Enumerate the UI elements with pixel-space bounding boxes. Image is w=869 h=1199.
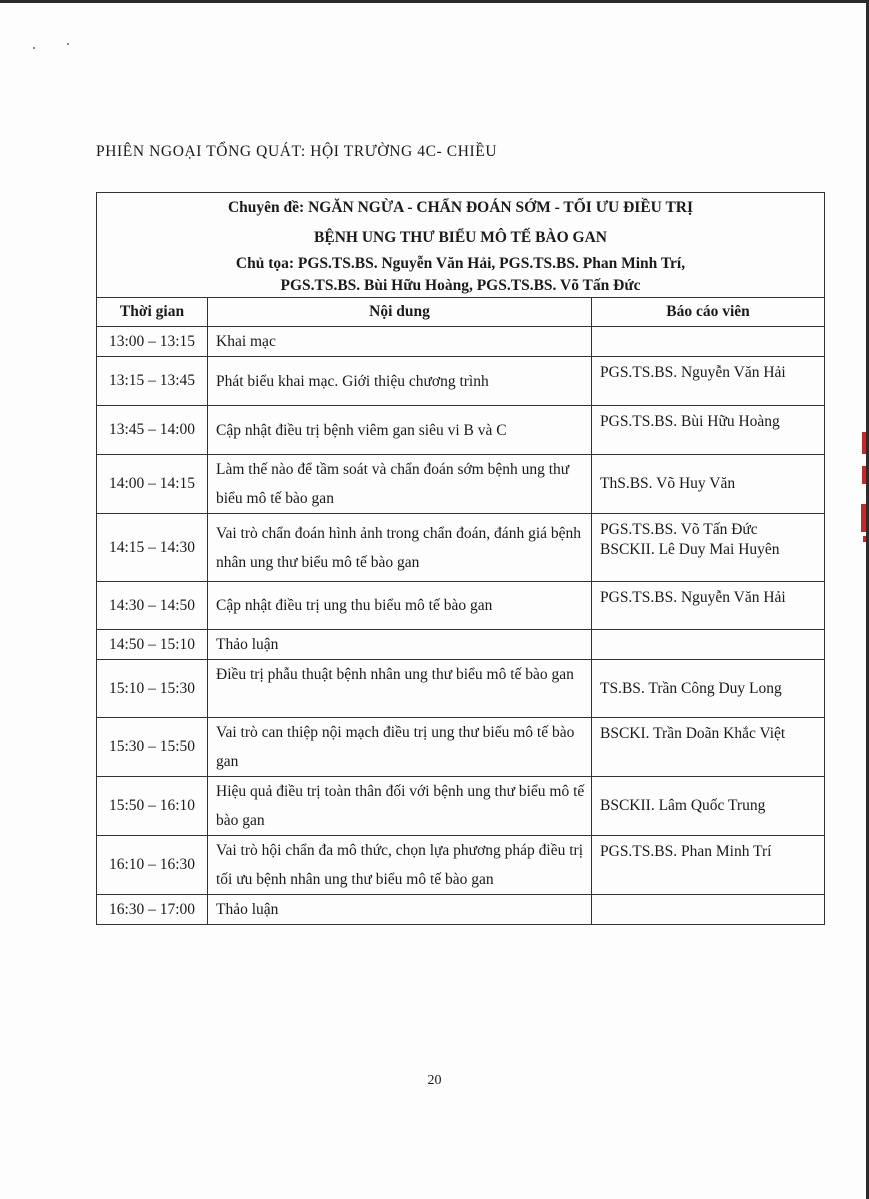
row-content: Thảo luận xyxy=(208,630,592,660)
row-time: 14:50 – 15:10 xyxy=(97,630,208,660)
row-content: Vai trò can thiệp nội mạch điều trị ung thư biểu mô tế bào gan xyxy=(208,718,592,777)
row-speaker: BSCKI. Trần Doãn Khắc Việt xyxy=(592,718,825,777)
row-speaker: PGS.TS.BS. Nguyễn Văn Hải xyxy=(592,357,825,406)
row-time: 16:30 – 17:00 xyxy=(97,895,208,925)
row-content: Điều trị phẫu thuật bệnh nhân ung thư biểu mô tế bào gan xyxy=(208,660,592,718)
scan-top-edge xyxy=(0,0,869,3)
table-row xyxy=(97,895,825,925)
row-content: Hiệu quả điều trị toàn thân đối với bệnh ung thư biểu mô tế bào gan xyxy=(208,777,592,836)
row-content: Thảo luận xyxy=(208,895,592,925)
page-number: 20 xyxy=(427,1073,442,1088)
row-time: 16:10 – 16:30 xyxy=(97,836,208,895)
row-speaker: TS.BS. Trần Công Duy Long xyxy=(592,660,825,718)
row-content: Vai trò chẩn đoán hình ảnh trong chẩn đoán, đánh giá bệnh nhân ung thư biểu mô tế bào gan xyxy=(208,514,592,582)
row-time: 15:50 – 16:10 xyxy=(97,777,208,836)
row-speaker: PGS.TS.BS. Nguyễn Văn Hải xyxy=(592,582,825,630)
table-row xyxy=(97,836,825,895)
table-row xyxy=(97,582,825,630)
chairs-line2: PGS.TS.BS. Bùi Hữu Hoàng, PGS.TS.BS. Võ Tấn Đức xyxy=(280,277,641,294)
table-row xyxy=(97,718,825,777)
row-speaker: PGS.TS.BS. Phan Minh Trí xyxy=(592,836,825,895)
table-row xyxy=(97,406,825,455)
table-row xyxy=(97,660,825,718)
row-time: 15:30 – 15:50 xyxy=(97,718,208,777)
row-time: 13:45 – 14:00 xyxy=(97,406,208,455)
row-speaker: PGS.TS.BS. Bùi Hữu Hoàng xyxy=(592,406,825,455)
header-row xyxy=(97,298,825,327)
row-time: 14:30 – 14:50 xyxy=(97,582,208,630)
row-content: Cập nhật điều trị bệnh viêm gan siêu vi B và C xyxy=(208,406,592,455)
row-speaker-multi xyxy=(592,514,825,582)
table-row xyxy=(97,777,825,836)
row-content: Khai mạc xyxy=(208,327,592,357)
row-time: 14:00 – 14:15 xyxy=(97,455,208,514)
header-time: Thời gian xyxy=(97,298,208,327)
chairs-line1: Chủ tọa: PGS.TS.BS. Nguyễn Văn Hải, PGS.TS.BS. Phan Minh Trí, xyxy=(235,255,686,272)
header-speaker: Báo cáo viên xyxy=(592,298,825,327)
row-speaker xyxy=(592,630,825,660)
speaker-line: PGS.TS.BS. Võ Tấn Đức xyxy=(600,521,758,538)
table-row xyxy=(97,327,825,357)
row-time: 13:15 – 13:45 xyxy=(97,357,208,406)
topic-row xyxy=(97,193,825,298)
speaker-line: BSCKII. Lê Duy Mai Huyên xyxy=(600,541,780,558)
topic-cell xyxy=(97,193,825,298)
row-time: 15:10 – 15:30 xyxy=(97,660,208,718)
row-content: Vai trò hội chẩn đa mô thức, chọn lựa phương pháp điều trị tối ưu bệnh nhân ung thư biểu mô tế bào gan xyxy=(208,836,592,895)
row-content: Cập nhật điều trị ung thu biểu mô tế bào gan xyxy=(208,582,592,630)
row-speaker xyxy=(592,895,825,925)
table-row xyxy=(97,455,825,514)
row-content: Làm thế nào để tầm soát và chẩn đoán sớm bệnh ung thư biểu mô tế bào gan xyxy=(208,455,592,514)
topic-title-line2: BỆNH UNG THƯ BIỂU MÔ TẾ BÀO GAN xyxy=(314,229,607,246)
row-speaker: ThS.BS. Võ Huy Văn xyxy=(592,455,825,514)
session-heading: PHIÊN NGOẠI TỔNG QUÁT: HỘI TRƯỜNG 4C- CHIỀU xyxy=(96,143,498,160)
program-table xyxy=(96,192,825,925)
table-row xyxy=(97,514,825,582)
row-speaker: BSCKII. Lâm Quốc Trung xyxy=(592,777,825,836)
topic-title-line1: Chuyên đề: NGĂN NGỪA - CHẨN ĐOÁN SỚM - TỐI ƯU ĐIỀU TRỊ xyxy=(227,199,694,216)
row-time: 13:00 – 13:15 xyxy=(97,327,208,357)
row-content: Phát biểu khai mạc. Giới thiệu chương trình xyxy=(208,357,592,406)
row-time: 14:15 – 14:30 xyxy=(97,514,208,582)
header-content: Nội dung xyxy=(208,298,592,327)
row-speaker xyxy=(592,327,825,357)
table-row xyxy=(97,357,825,406)
table-row xyxy=(97,630,825,660)
